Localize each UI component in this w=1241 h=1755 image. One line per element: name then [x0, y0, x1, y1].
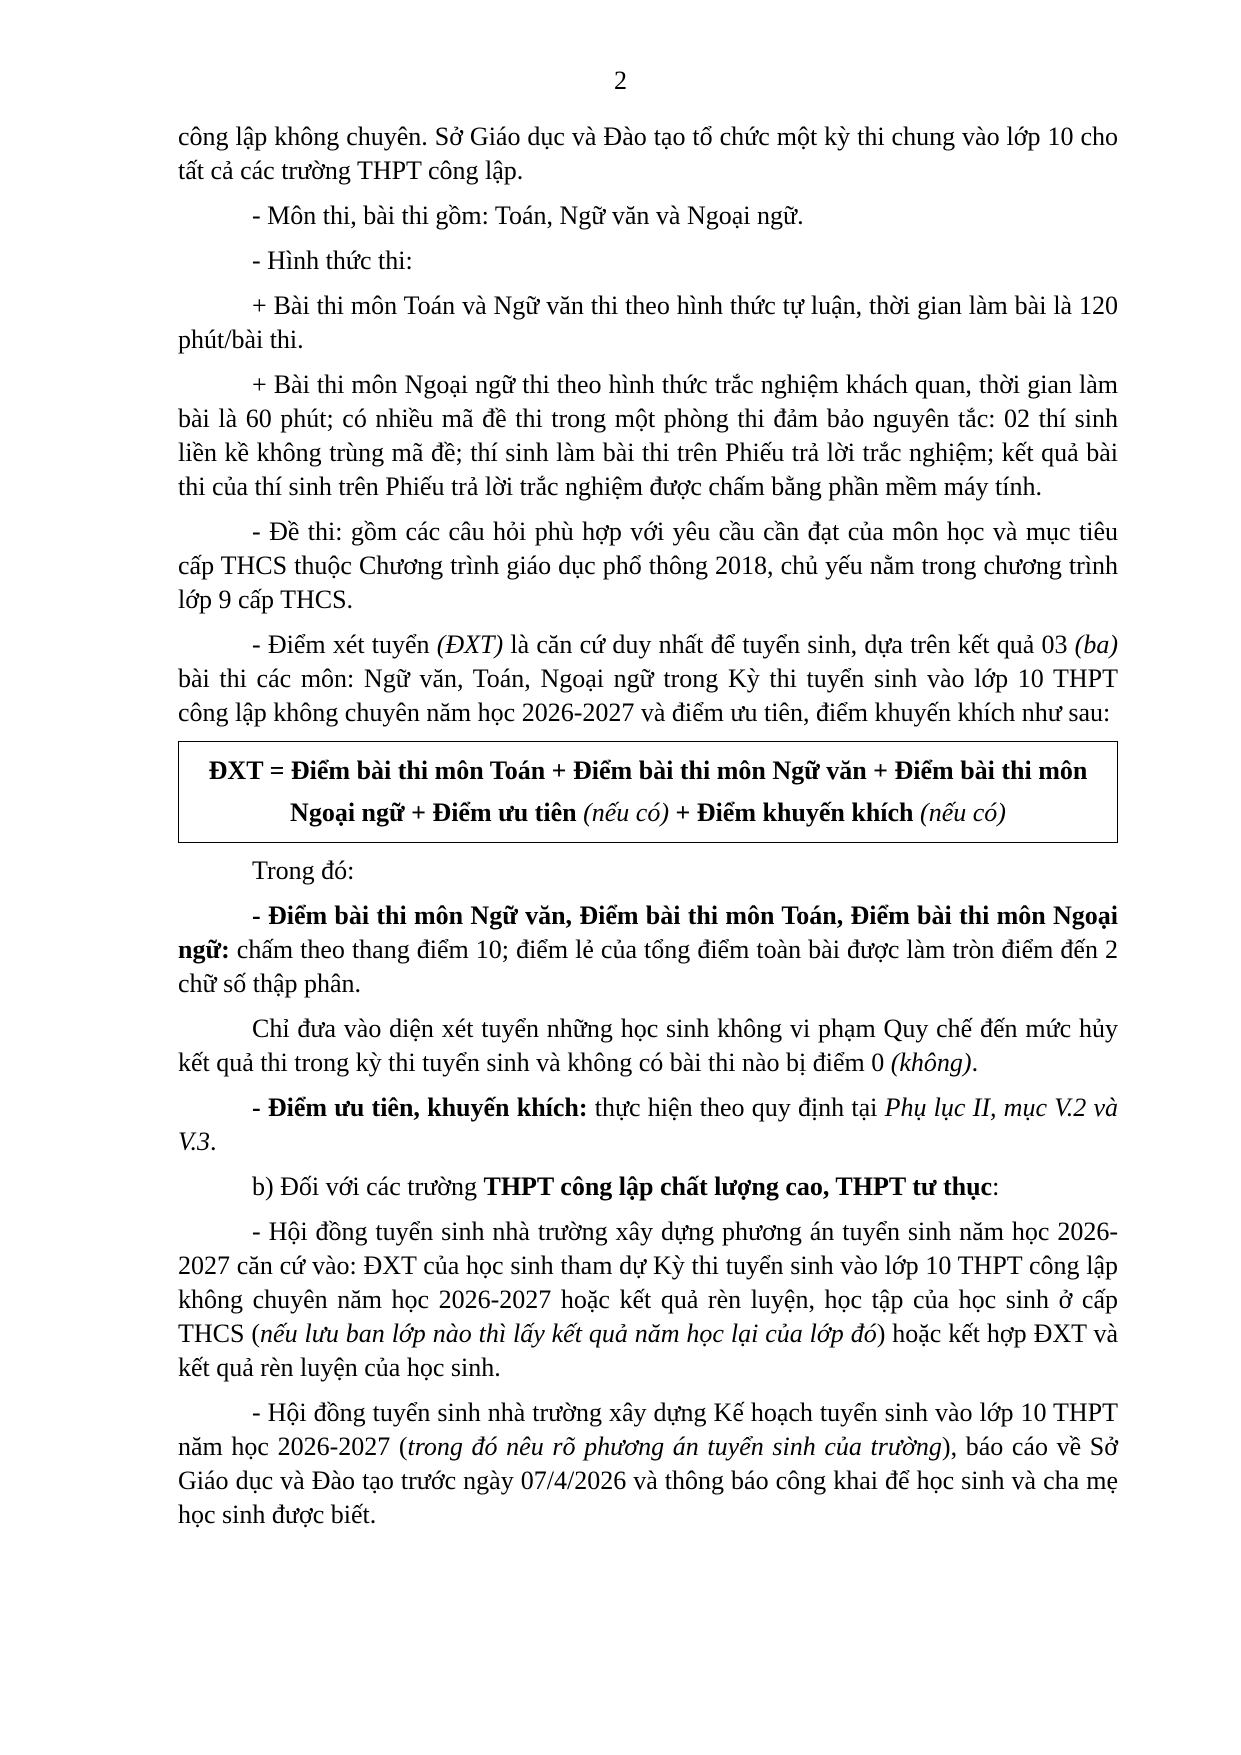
paragraph-math-literature: + Bài thi môn Toán và Ngữ văn thi theo hình thức tự luận, thời gian làm bài là 120 phút/bài thi.: [178, 291, 1118, 354]
paragraph-subject-scores: - Điểm bài thi môn Ngữ văn, Điểm bài thi môn Toán, Điểm bài thi môn Ngoại ngữ: chấm theo thang điểm 10; điểm lẻ của tổng điểm toàn bài được làm tròn điểm đến 2 chữ số thập phân.: [178, 901, 1118, 998]
paragraph-eligibility: Chỉ đưa vào diện xét tuyển những học sinh không vi phạm Quy chế đến mức hủy kết quả thi trong kỳ thi tuyển sinh và không có bài thi nào bị điểm 0 (không).: [178, 1014, 1118, 1077]
paragraph-subjects: - Môn thi, bài thi gồm: Toán, Ngữ văn và Ngoại ngữ.: [252, 201, 804, 230]
paragraph-intro: công lập không chuyên. Sở Giáo dục và Đào tạo tổ chức một kỳ thi chung vào lớp 10 cho tất cả các trường THPT công lập.: [178, 122, 1118, 185]
paragraph-priority-points: - Điểm ưu tiên, khuyến khích: thực hiện theo quy định tại Phụ lục II, mục V.2 và V.3.: [178, 1093, 1118, 1156]
paragraph-school-plan: - Hội đồng tuyển sinh nhà trường xây dựng phương án tuyển sinh năm học 2026-2027 căn cứ vào: ĐXT của học sinh tham dự Kỳ thi tuyển sinh vào lớp 10 THPT công lập không chuyên năm học 2026-2027 hoặc kết quả rèn luyện, học tập của học sinh ở cấp THCS (nếu lưu ban lớp nào thì lấy kết quả năm học lại của lớp đó) hoặc kết hợp ĐXT và kết quả rèn luyện của học sinh.: [178, 1217, 1118, 1382]
formula-box: ĐXT = Điểm bài thi môn Toán + Điểm bài thi môn Ngữ văn + Điểm bài thi môn Ngoại ngữ + Điểm ưu tiên (nếu có) + Điểm khuyến khích (nếu có): [178, 741, 1118, 843]
paragraph-foreign-language: + Bài thi môn Ngoại ngữ thi theo hình thức trắc nghiệm khách quan, thời gian làm bài là 60 phút; có nhiều mã đề thi trong một phòng thi đảm bảo nguyên tắc: 02 thí sinh liền kề không trùng mã đề; thí sinh làm bài thi trên Phiếu trả lời trắc nghiệm; kết quả bài thi của thí sinh trên Phiếu trả lời trắc nghiệm được chấm bằng phần mềm máy tính.: [178, 370, 1118, 501]
page-number: 2: [614, 66, 627, 95]
paragraph-exam-format: - Hình thức thi:: [252, 246, 413, 275]
paragraph-report: - Hội đồng tuyển sinh nhà trường xây dựng Kế hoạch tuyển sinh vào lớp 10 THPT năm học 2026-2027 (trong đó nêu rõ phương án tuyển sinh của trường), báo cáo về Sở Giáo dục và Đào tạo trước ngày 07/4/2026 và thông báo công khai để học sinh và cha mẹ học sinh được biết.: [178, 1398, 1118, 1529]
paragraph-exam-content: - Đề thi: gồm các câu hỏi phù hợp với yêu cầu cần đạt của môn học và mục tiêu cấp THCS thuộc Chương trình giáo dục phổ thông 2018, chủ yếu nằm trong chương trình lớp 9 cấp THCS.: [178, 517, 1118, 614]
paragraph-where: Trong đó:: [252, 856, 355, 885]
body-text: [178, 120, 1118, 1543]
paragraph-section-b: b) Đối với các trường THPT công lập chất lượng cao, THPT tư thục:: [252, 1172, 1000, 1201]
paragraph-admission-score: - Điểm xét tuyển (ĐXT) là căn cứ duy nhất để tuyển sinh, dựa trên kết quả 03 (ba) bài thi các môn: Ngữ văn, Toán, Ngoại ngữ trong Kỳ thi tuyển sinh vào lớp 10 THPT công lập không chuyên năm học 2026-2027 và điểm ưu tiên, điểm khuyến khích như sau:: [178, 630, 1118, 727]
